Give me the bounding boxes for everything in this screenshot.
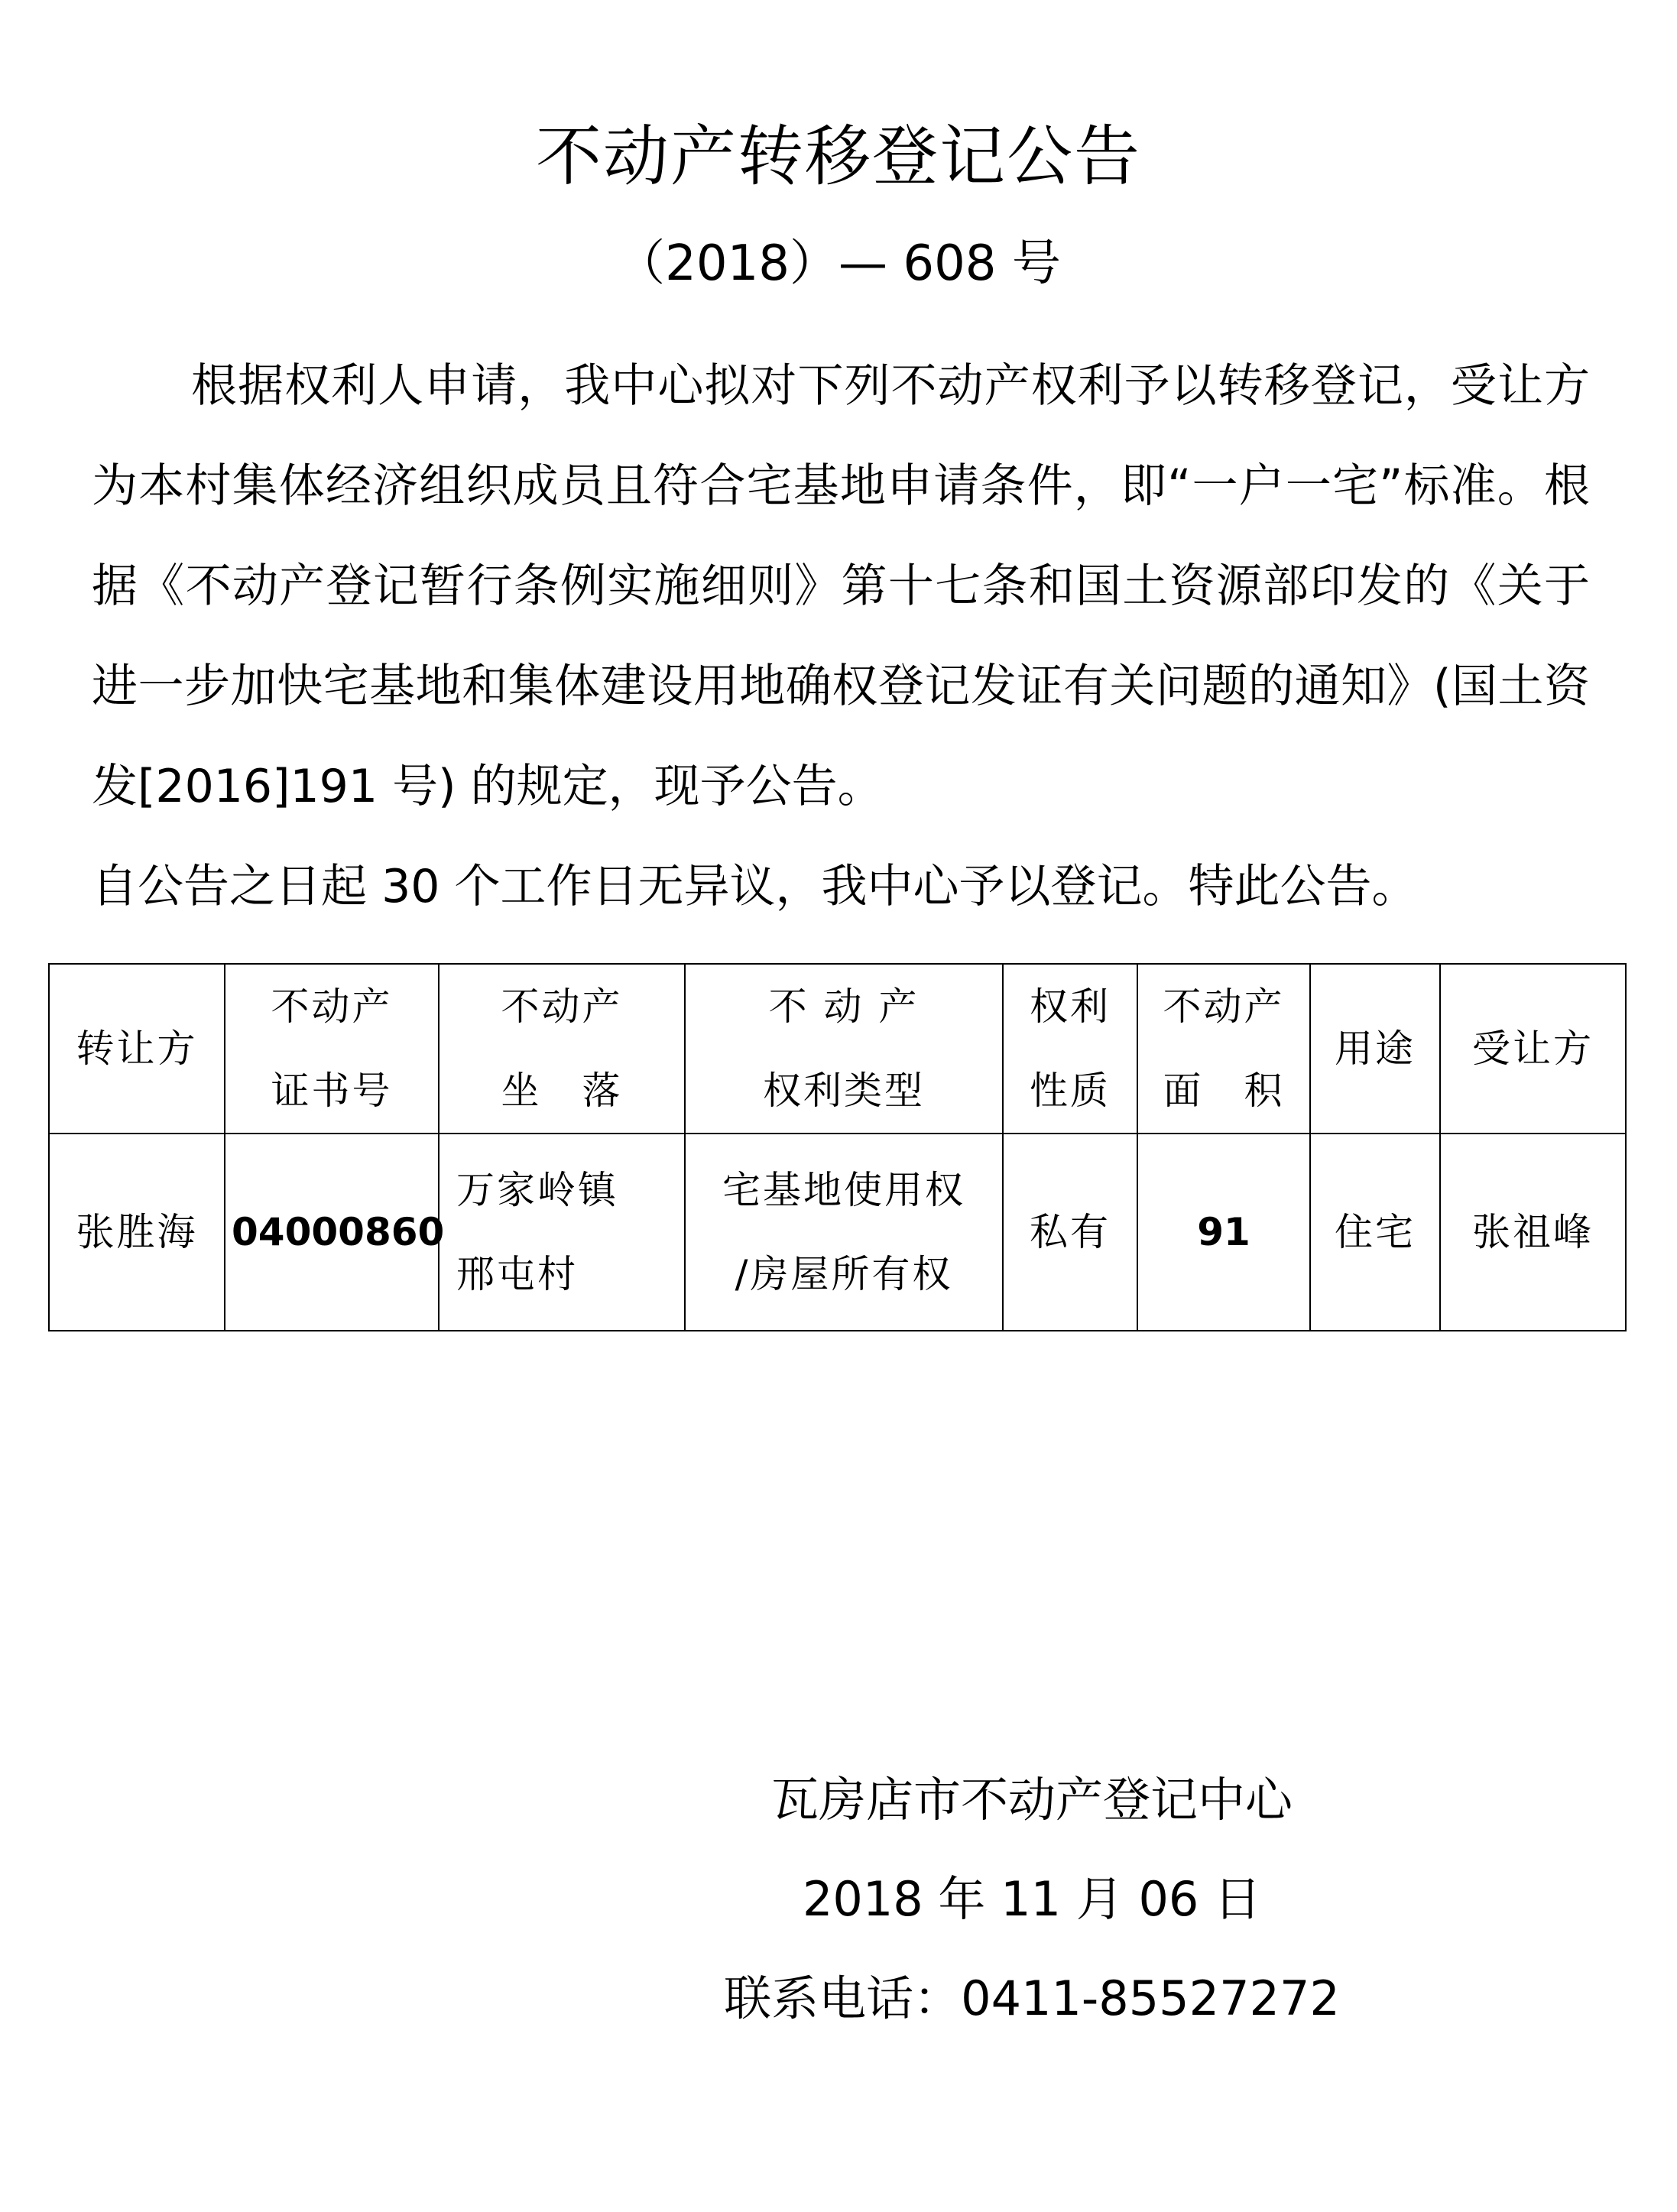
registration-table [48,963,1627,1331]
cell-certificate-number: 04000860 [225,1134,439,1331]
cell-transferee: 张祖峰 [1440,1134,1626,1331]
header-usage: 用途 [1310,964,1440,1134]
notice-body [92,336,1590,937]
cell-usage: 住宅 [1310,1134,1440,1331]
issuing-organization: 瓦房店市不动产登记中心 [770,1772,1293,1828]
issue-date: 2018 年 11 月 06 日 [802,1871,1262,1927]
notice-number: （2018）— 608 号 [616,235,1061,292]
header-right-type: 不 动 产 权利类型 [685,964,1003,1134]
table-header-row [49,964,1626,1134]
contact-phone: 联系电话：0411-85527272 [724,1970,1340,2026]
header-transferor: 转让方 [49,964,225,1134]
cell-right-type: 宅基地使用权 /房屋所有权 [685,1134,1003,1331]
notice-title: 不动产转移登记公告 [536,118,1141,195]
cell-location: 万家岭镇 邢屯村 [439,1134,685,1331]
header-area: 不动产 面 积 [1137,964,1310,1134]
cell-transferor: 张胜海 [49,1134,225,1331]
header-certificate-number: 不动产 证书号 [225,964,439,1134]
cell-area: 91 [1137,1134,1310,1331]
body-paragraph: 根据权利人申请，我中心拟对下列不动产权利予以转移登记，受让方为本村集体经济组织成员且符合宅基地申请条件，即“一户一宅”标准。根据《不动产登记暂行条例实施细则》第十七条和国土资源部印发的《关于进一步加快宅基地和集体建设用地确权登记发证有关问题的通知》(国土资发[2016]191 号) 的规定，现予公告。 [92,359,1590,813]
table-row [49,1134,1626,1331]
cell-right-nature: 私有 [1003,1134,1137,1331]
header-right-nature: 权利 性质 [1003,964,1137,1134]
header-transferee: 受让方 [1440,964,1626,1134]
body-paragraph: 自公告之日起 30 个工作日无异议，我中心予以登记。特此公告。 [92,860,1418,913]
header-location: 不动产 坐 落 [439,964,685,1134]
